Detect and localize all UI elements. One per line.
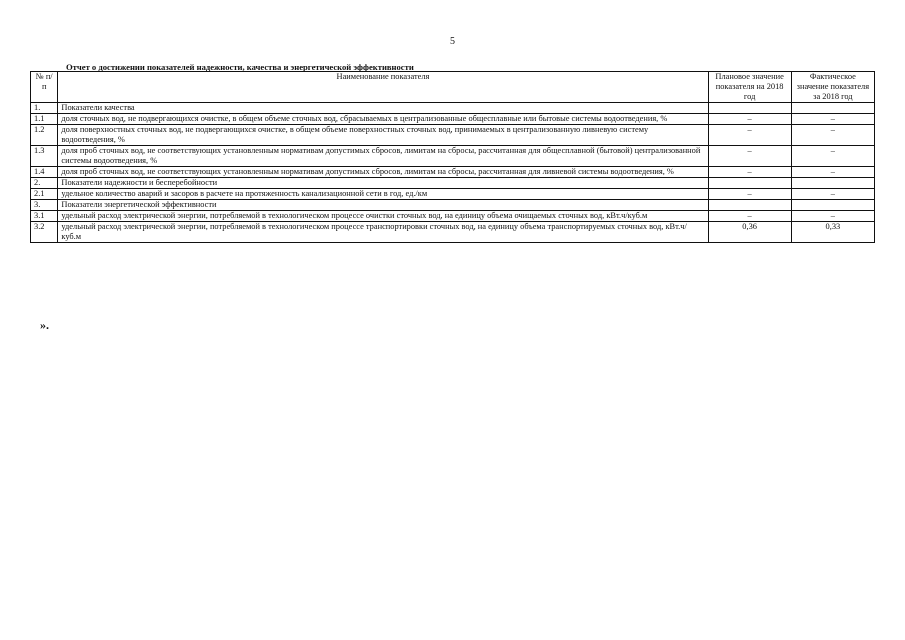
row-name: Показатели энергетической эффективности: [58, 200, 708, 211]
row-name: доля проб сточных вод, не соответствующих установленным нормативам допустимых сбросов, лимитам на сбросы, рассчитанная для общесплавной (бытовой) централизованной системы водоотведения, %: [58, 146, 708, 167]
row-name: доля проб сточных вод, не соответствующих установленным нормативам допустимых сбросов, лимитам на сбросы, рассчитанная для ливневой системы водоотведения, %: [58, 167, 708, 178]
row-plan: [708, 178, 791, 189]
table-row: [31, 146, 875, 167]
table-row: [31, 200, 875, 211]
row-name: Показатели надежности и бесперебойности: [58, 178, 708, 189]
row-num: 1.4: [31, 167, 58, 178]
table-row: [31, 114, 875, 125]
table-row: [31, 178, 875, 189]
row-num: 3.2: [31, 222, 58, 243]
row-fact: –: [791, 146, 874, 167]
row-num: 3.1: [31, 211, 58, 222]
table-row: [31, 125, 875, 146]
row-fact: –: [791, 114, 874, 125]
row-plan: 0,36: [708, 222, 791, 243]
table-row: [31, 103, 875, 114]
row-num: 2.1: [31, 189, 58, 200]
table-row: [31, 222, 875, 243]
row-num: 1.: [31, 103, 58, 114]
table-row: [31, 211, 875, 222]
table-row: [31, 167, 875, 178]
row-num: 1.2: [31, 125, 58, 146]
header-plan: Плановое значение показателя на 2018 год: [708, 72, 791, 103]
row-fact: –: [791, 167, 874, 178]
row-name: удельное количество аварий и засоров в расчете на протяженность канализационной сети в год, ед./км: [58, 189, 708, 200]
header-name: Наименование показателя: [58, 72, 708, 103]
row-plan: –: [708, 114, 791, 125]
row-name: доля поверхностных сточных вод, не подвергающихся очистке, в общем объеме поверхностных сточных вод, принимаемых в централизованную ливневую систему водоотведения, %: [58, 125, 708, 146]
report-title: Отчет о достижении показателей надежности, качества и энергетической эффективности: [66, 62, 414, 72]
row-plan: –: [708, 167, 791, 178]
row-plan: [708, 200, 791, 211]
row-plan: –: [708, 189, 791, 200]
row-name: доля сточных вод, не подвергающихся очистке, в общем объеме сточных вод, сбрасываемых в централизованные общесплавные или бытовые системы водоотведения, %: [58, 114, 708, 125]
row-plan: –: [708, 146, 791, 167]
row-num: 3.: [31, 200, 58, 211]
row-fact: [791, 200, 874, 211]
row-name: удельный расход электрической энергии, потребляемой в технологическом процессе транспортировки сточных вод, на единицу объема транспортируемых сточных вод, кВт.ч/куб.м: [58, 222, 708, 243]
page-number: 5: [450, 36, 455, 47]
row-plan: –: [708, 211, 791, 222]
row-plan: [708, 103, 791, 114]
row-fact: 0,33: [791, 222, 874, 243]
closing-quote-mark: ».: [40, 318, 49, 332]
row-fact: [791, 103, 874, 114]
row-num: 1.1: [31, 114, 58, 125]
row-fact: –: [791, 189, 874, 200]
row-fact: –: [791, 125, 874, 146]
table-header-row: [31, 72, 875, 103]
row-num: 2.: [31, 178, 58, 189]
table-row: [31, 189, 875, 200]
row-plan: –: [708, 125, 791, 146]
row-fact: [791, 178, 874, 189]
row-name: Показатели качества: [58, 103, 708, 114]
row-num: 1.3: [31, 146, 58, 167]
indicators-table: [30, 71, 875, 243]
row-fact: –: [791, 211, 874, 222]
header-num: № п/п: [31, 72, 58, 103]
row-name: удельный расход электрической энергии, потребляемой в технологическом процессе очистки сточных вод, на единицу объема очищаемых сточных вод, кВт.ч/куб.м: [58, 211, 708, 222]
header-fact: Фактическое значение показателя за 2018 год: [791, 72, 874, 103]
